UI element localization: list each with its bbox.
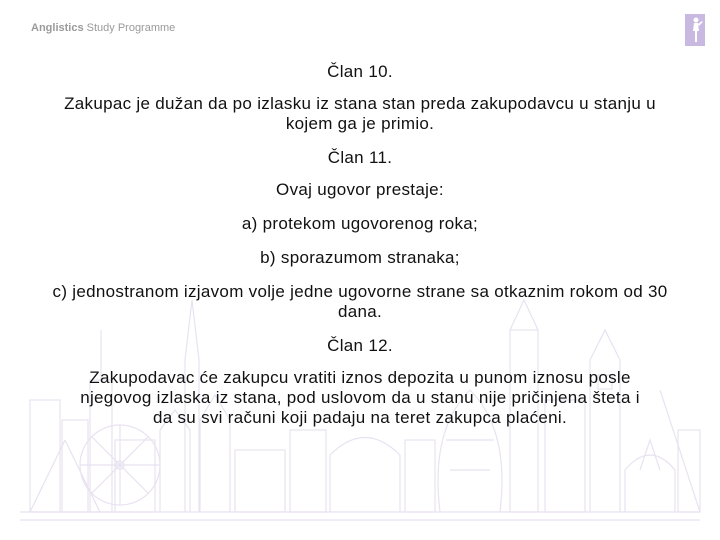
article-11-body: Ovaj ugovor prestaje:: [276, 180, 444, 199]
article-12-body: Zakupodavac će zakupcu vratiti iznos depozita u punom iznosu posle njegovog izlaska iz stana, pod uslovom da u stanu nije pričinjena šteta i da su svi računi koji padaju na teret zakupca plaćeni.: [80, 368, 640, 427]
list-item-a: a) protekom ugovorenog roka;: [241, 214, 479, 233]
article-11-title: Član 11.: [327, 148, 393, 167]
list-item-c: c) jednostranom izjavom volje jedne ugovorne strane sa otkaznim rokom od 30 dana.: [52, 282, 668, 321]
header: [31, 22, 175, 34]
article-12-title: Član 12.: [327, 336, 393, 355]
article-10-body: Zakupac je dužan da po izlasku iz stana stan preda zakupodavcu u stanju u kojem ga je primio.: [64, 94, 656, 133]
slide-content: [40, 62, 680, 442]
figure-silhouette-icon: [685, 14, 705, 46]
header-brand: Anglistics: [31, 22, 84, 34]
header-subtitle: Study Programme: [86, 22, 176, 34]
list-item-b: b) sporazumom stranaka;: [260, 248, 460, 267]
article-10-title: Član 10.: [327, 62, 393, 81]
